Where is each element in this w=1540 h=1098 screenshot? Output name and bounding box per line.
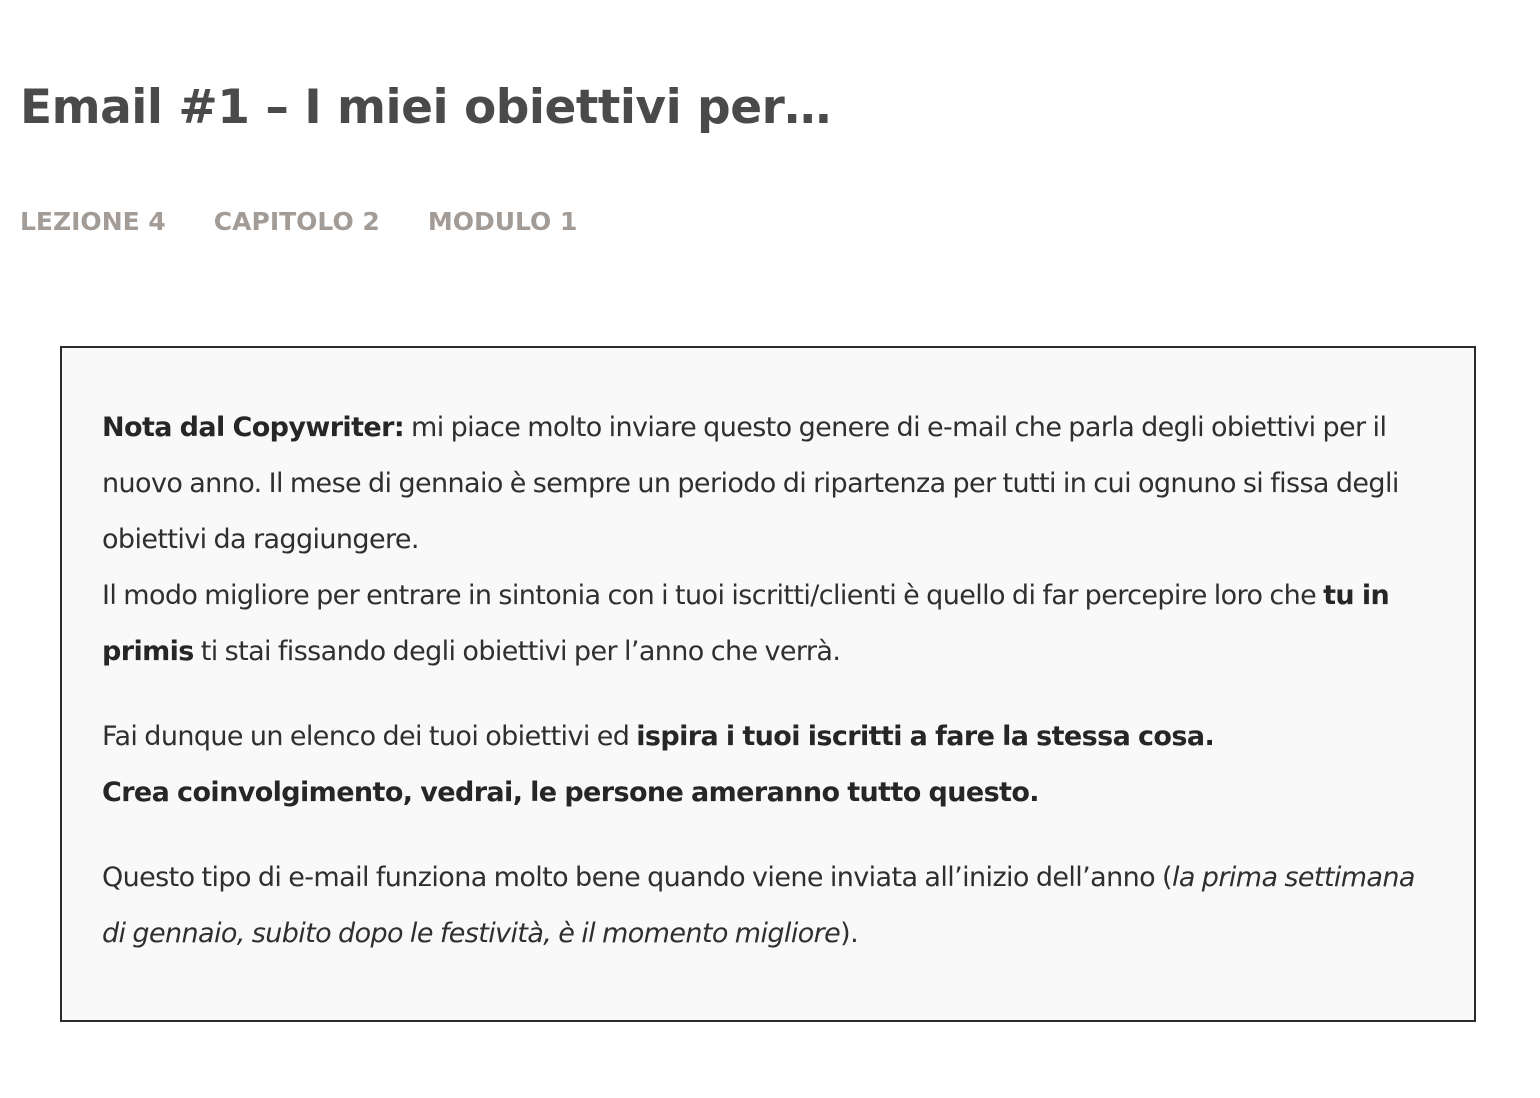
note-text: Questo tipo di e-mail funziona molto bene quando viene inviata all’inizio dell’anno ( <box>102 862 1172 893</box>
note-text: ti stai fissando degli obiettivi per l’anno che verrà. <box>193 636 841 667</box>
breadcrumb <box>20 202 625 242</box>
note-paragraph-intro <box>102 400 1434 680</box>
note-text: mi piace molto inviare questo genere di e-mail che parla degli obiettivi per il nuovo anno. Il mese di gennaio è sempre un periodo di ripartenza per tutti in cui ognuno si fissa degli obiettivi da raggiungere. <box>102 412 1399 555</box>
note-emphasis: Crea coinvolgimento, vedrai, le persone ameranno tutto questo. <box>102 777 1039 808</box>
note-emphasis: tu in primis <box>102 580 1390 667</box>
note-emphasis: ispira i tuoi iscritti a fare la stessa cosa. <box>636 721 1215 752</box>
note-paragraph-action <box>102 709 1434 821</box>
breadcrumb-lesson-link[interactable]: LEZIONE 4 <box>20 207 166 236</box>
page-title: Email #1 – I miei obiettivi per… <box>20 80 831 135</box>
note-text: ). <box>840 918 859 949</box>
note-paragraph-timing <box>102 850 1434 962</box>
note-text: Fai dunque un elenco dei tuoi obiettivi ed <box>102 721 637 752</box>
note-italic: la prima settimana di gennaio, subito dopo le festività, è il momento migliore <box>102 862 1415 949</box>
breadcrumb-chapter-link[interactable]: CAPITOLO 2 <box>213 207 380 236</box>
note-label: Nota dal Copywriter: <box>102 412 405 443</box>
note-text: Il modo migliore per entrare in sintonia con i tuoi iscritti/clienti è quello di far percepire loro che <box>102 580 1324 611</box>
copywriter-note-box <box>60 346 1476 1022</box>
breadcrumb-module-link[interactable]: MODULO 1 <box>427 207 578 236</box>
